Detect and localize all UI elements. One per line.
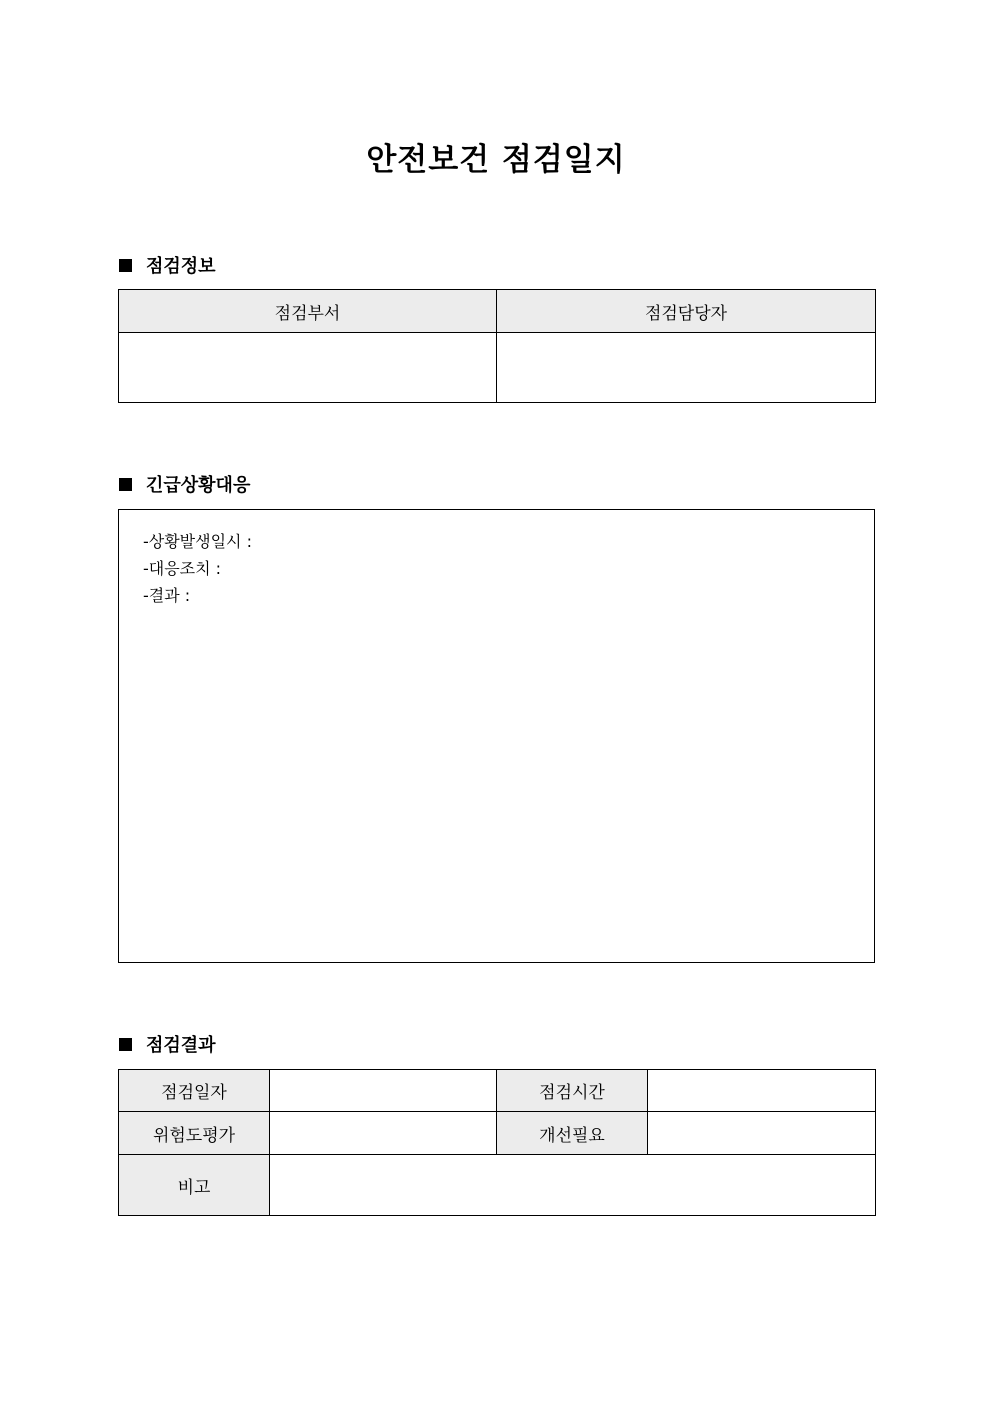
risk-assessment-field[interactable] <box>270 1112 497 1155</box>
inspector-field[interactable] <box>497 333 876 403</box>
emergency-occurrence-line: -상황발생일시 : <box>143 532 252 551</box>
column-header-inspector: 점검담당자 <box>497 290 876 333</box>
label-inspection-date: 점검일자 <box>119 1070 270 1112</box>
table-row <box>119 1112 876 1155</box>
section-heading-result <box>119 1032 216 1056</box>
inspection-result-table <box>118 1069 876 1216</box>
label-risk-assessment: 위험도평가 <box>119 1112 270 1155</box>
remarks-field[interactable] <box>270 1155 876 1216</box>
department-field[interactable] <box>119 333 497 403</box>
square-bullet-icon <box>119 478 132 491</box>
section-heading-emergency <box>119 472 250 496</box>
emergency-response-box[interactable] <box>118 509 875 963</box>
square-bullet-icon <box>119 259 132 272</box>
label-improvement-needed: 개선필요 <box>497 1112 648 1155</box>
emergency-action-line: -대응조치 : <box>143 559 222 578</box>
label-inspection-time: 점검시간 <box>497 1070 648 1112</box>
section-heading-label: 점검정보 <box>146 256 216 277</box>
section-heading-label: 긴급상황대응 <box>146 475 251 496</box>
emergency-result-line: -결과 : <box>143 586 191 605</box>
inspection-time-field[interactable] <box>648 1070 876 1112</box>
table-row <box>119 1155 876 1216</box>
table-row <box>119 1070 876 1112</box>
section-heading-label: 점검결과 <box>146 1035 216 1056</box>
inspection-date-field[interactable] <box>270 1070 497 1112</box>
improvement-needed-field[interactable] <box>648 1112 876 1155</box>
emergency-lines <box>143 528 252 609</box>
label-remarks: 비고 <box>119 1155 270 1216</box>
column-header-department: 점검부서 <box>119 290 497 333</box>
section-heading-info <box>119 253 216 277</box>
inspection-info-table <box>118 289 876 403</box>
document-title: 안전보건 점검일지 <box>366 142 626 178</box>
square-bullet-icon <box>119 1038 132 1051</box>
